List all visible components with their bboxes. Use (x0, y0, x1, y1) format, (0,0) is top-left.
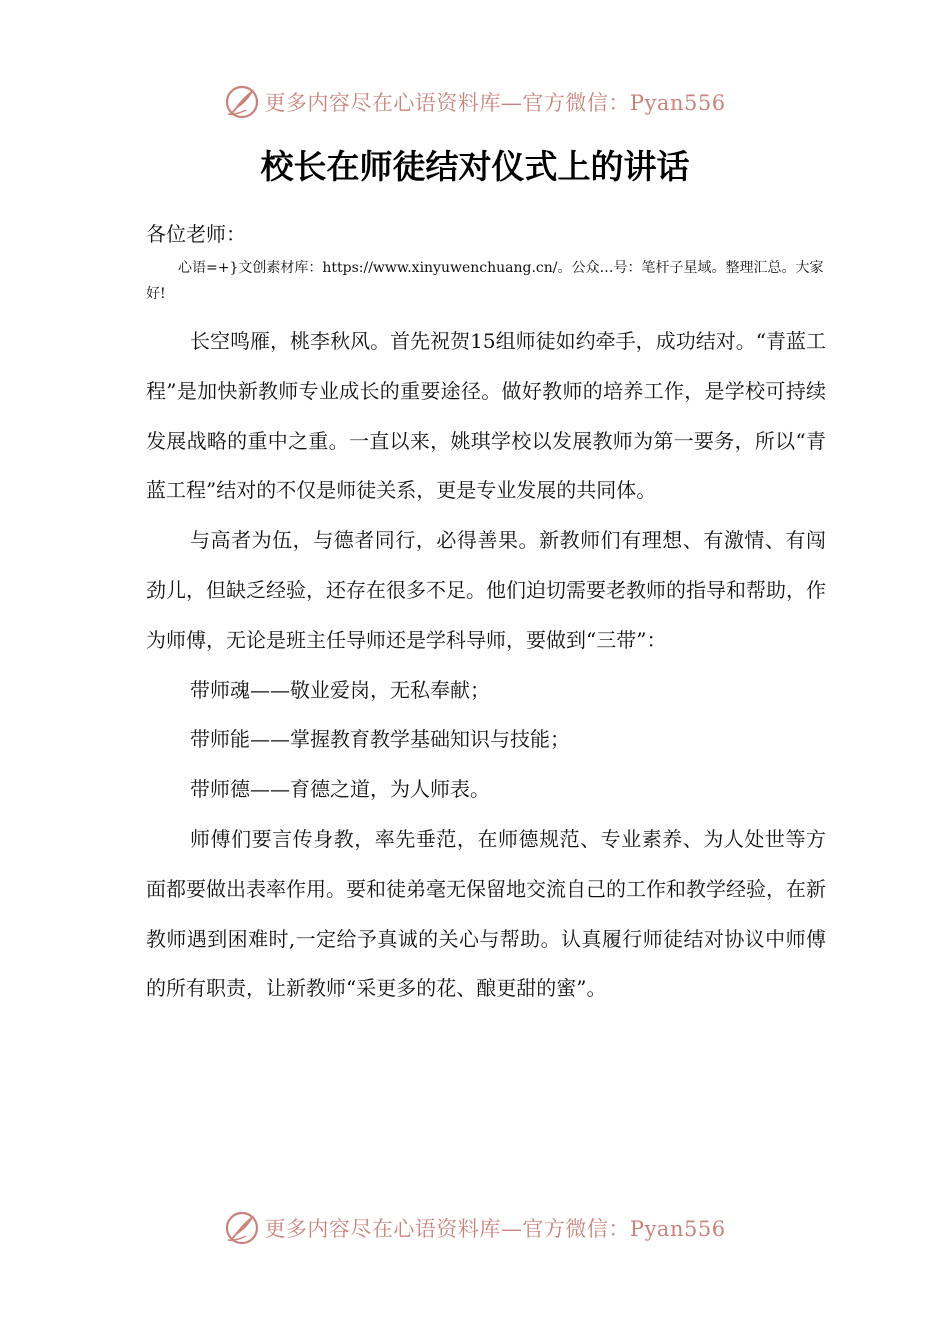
document-body (146, 213, 826, 1014)
header-banner-text: 更多内容尽在心语资料库—官方微信：Pyan556 (264, 91, 726, 115)
closing-paragraph: 师傅们要言传身教，率先垂范，在师德规范、专业素养、为人处世等方面都要做出表率作用。要和徒弟毫无保留地交流自己的工作和教学经验，在新教师遇到困难时,一定给予真诚的关心与帮助。认真履行师徒结对协议中师傅的所有职责，让新教师“采更多的花、酿更甜的蜜”。 (146, 826, 826, 1001)
quill-pen-logo-icon (224, 1210, 260, 1246)
footer-banner (0, 1206, 950, 1250)
three-item-2: 带师能——掌握教育教学基础知识与技能； (190, 727, 570, 752)
salutation: 各位老师： (146, 222, 246, 246)
source-note: 心语=+}文创素材库：https://www.xinyuwenchuang.cn/。公众…号：笔杆子星域。整理汇总。大家好! (146, 260, 824, 302)
paragraph-2: 与高者为伍，与德者同行，必得善果。新教师们有理想、有激情、有闯劲儿，但缺乏经验，还存在很多不足。他们迫切需要老教师的指导和帮助，作为师傅，无论是班主任导师还是学科导师，要做到“三带”： (146, 528, 826, 652)
paragraph-1: 长空鸣雁，桃李秋风。首先祝贺15组师徒如约牵手，成功结对。“青蓝工程”是加快新教师专业成长的重要途径。做好教师的培养工作，是学校可持续发展战略的重中之重。一直以来，姚琪学校以发展教师为第一要务，所以“青蓝工程”结对的不仅是师徒关系，更是专业发展的共同体。 (146, 329, 826, 503)
header-banner (0, 80, 950, 124)
page-title: 校长在师徒结对仪式上的讲话 (260, 147, 690, 186)
footer-banner-text: 更多内容尽在心语资料库—官方微信：Pyan556 (264, 1217, 726, 1241)
three-item-1: 带师魂——敬业爱岗，无私奉献； (190, 677, 490, 702)
quill-pen-logo-icon (224, 84, 260, 120)
three-item-3: 带师德——育德之道，为人师表。 (190, 777, 490, 802)
